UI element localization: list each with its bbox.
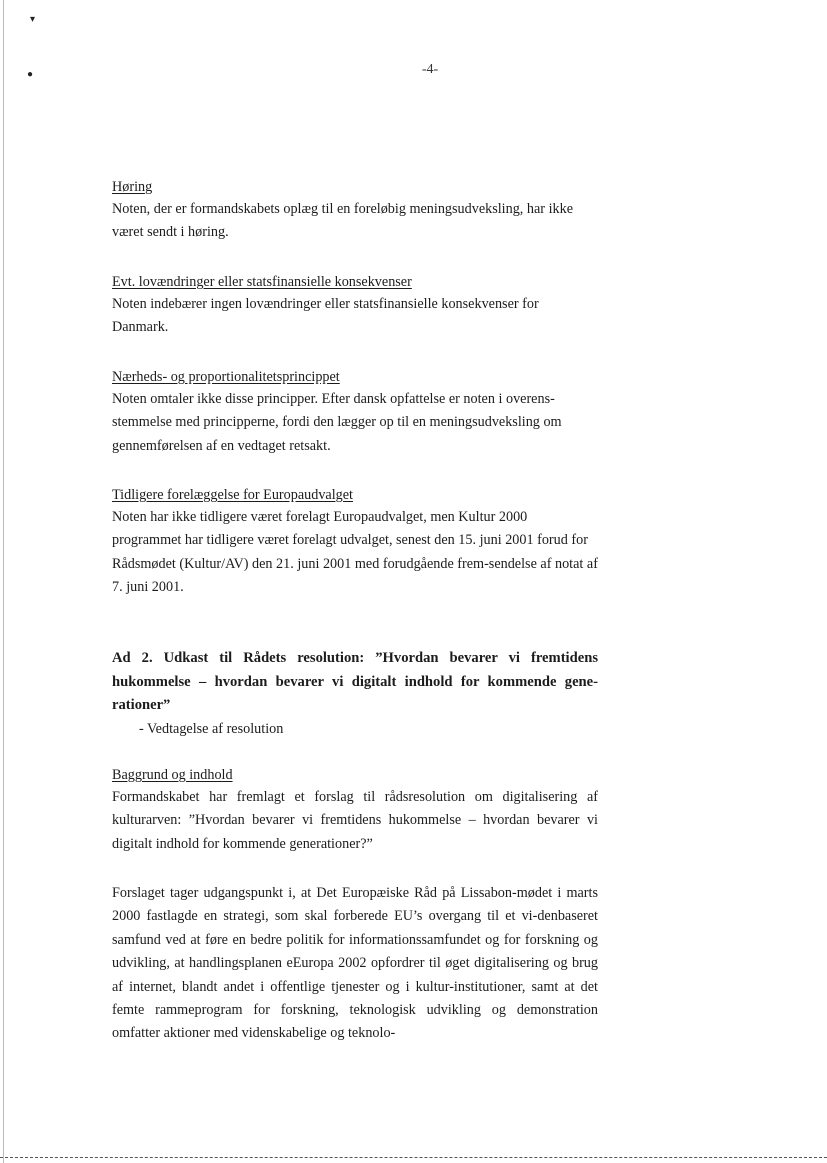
section-paragraph: Noten har ikke tidligere været forelagt Europaudvalget, men Kultur 2000 programmet har tidligere været forelagt udvalget, senest den 15. juni 2001 forud for Rådsmødet (Kultur/AV) den 21. juni 2001 med forudgående frem-sendelse af notat af 7. juni 2001. [112, 509, 598, 596]
scan-mark: ● [27, 69, 34, 80]
agenda-item-title: Ad 2. Udkast til Rådets resolution: ”Hvordan bevarer vi fremtidens hukommelse – hvordan bevarer vi digitalt indhold for kommende gene-rationer” [112, 650, 598, 714]
section-baggrund [112, 764, 598, 856]
page-bottom-line [0, 1157, 827, 1158]
section-paragraph: Forslaget tager udgangspunkt i, at Det Europæiske Råd på Lissabon-mødet i marts 2000 fastlagde en strategi, som skal forberede EU’s overgang til et vi-denbaseret samfund ved at føre en bedre politik for informationssamfundet og for forskning og udvikling, at handlingsplanen eEuropa 2002 opfordrer til øget digitalisering og brug af internet, blandt andet i offentlige tjenester og i kultur-institutioner, samt at det femte rammeprogram for forskning, teknologisk udvikling og demonstration omfatter aktioner med videnskabelige og teknolo- [112, 885, 598, 1042]
section-ad2 [112, 647, 598, 741]
page-number: -4- [421, 62, 439, 77]
scan-mark: ▾ [30, 14, 36, 25]
section-paragraph: Noten, der er formandskabets oplæg til en foreløbig meningsudveksling, har ikke været sendt i høring. [112, 201, 573, 241]
section-heading: Baggrund og indhold [112, 767, 233, 783]
section-heading: Nærheds- og proportionalitetsprincippet [112, 369, 340, 385]
section-horing [112, 176, 598, 245]
agenda-item-subtitle: - Vedtagelse af resolution [139, 720, 284, 737]
section-heading: Tidligere forelæggelse for Europaudvalget [112, 487, 353, 503]
section-paragraph: Formandskabet har fremlagt et forslag til rådsresolution om digitalisering af kulturarven: ”Hvordan bevarer vi fremtidens hukommelse – hvordan bevarer vi digitalt indhold for kommende generationer?” [112, 789, 598, 852]
scan-edge-line [3, 0, 4, 1163]
section-naerhed [112, 366, 598, 458]
section-lovaendringer [112, 271, 598, 340]
section-tidligere [112, 484, 598, 600]
section-paragraph: Noten indebærer ingen lovændringer eller statsfinansielle konsekvenser for Danmark. [112, 296, 539, 336]
section-baggrund-continued [112, 882, 598, 1046]
section-paragraph: Noten omtaler ikke disse principper. Efter dansk opfattelse er noten i overens-stemmelse med principperne, fordi den lægger op til en meningsudveksling om gennemførelsen af en vedtaget retsakt. [112, 391, 562, 454]
section-heading: Høring [112, 179, 153, 195]
section-heading: Evt. lovændringer eller statsfinansielle konsekvenser [112, 274, 412, 290]
